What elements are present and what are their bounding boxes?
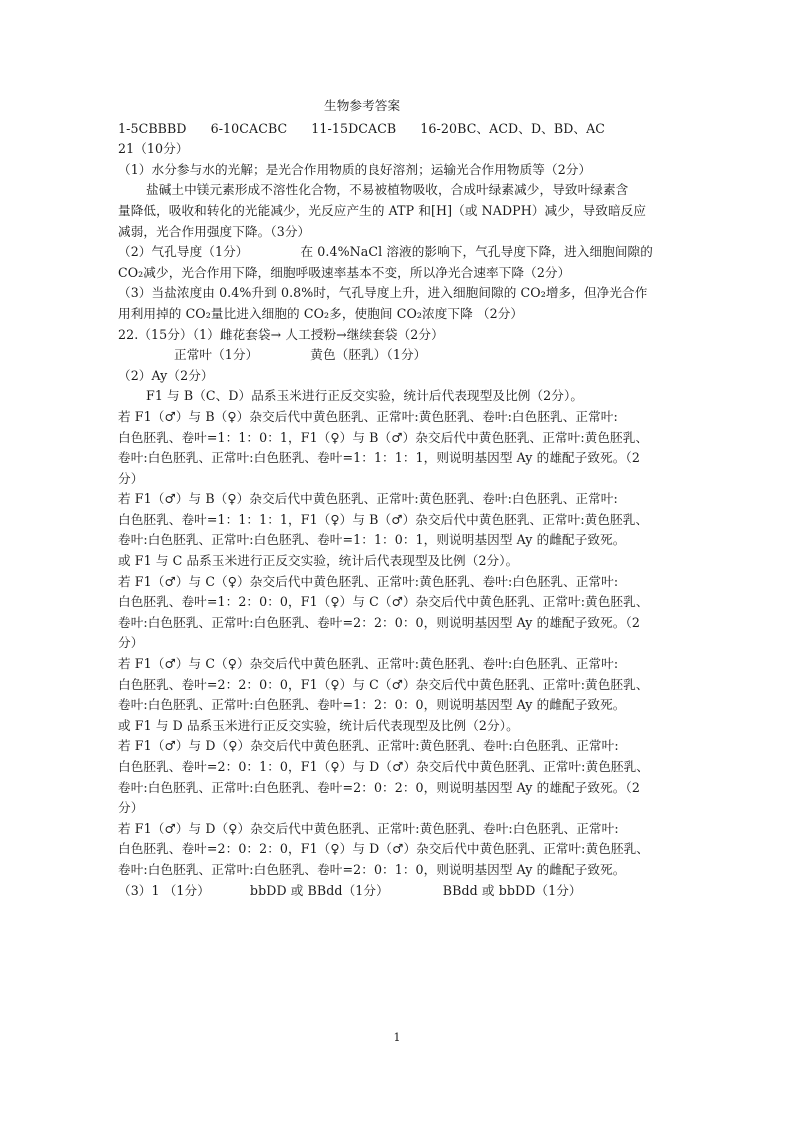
q22-leaf-answer: 正常叶（1分） bbox=[174, 347, 259, 363]
q22-b2-c: 卷叶:白色胚乳、正常叶:白色胚乳、卷叶=1：1：0：1，则说明基因型 Ay 的雌配子致死。 bbox=[118, 532, 626, 548]
q22-d1-a: 若 F1（♂）与 D（♀）杂交后代中黄色胚乳、正常叶:黄色胚乳、卷叶:白色胚乳、正常叶: bbox=[118, 738, 619, 754]
q21-part3-b: 用利用掉的 CO₂量比进入细胞的 CO₂多，使胞间 CO₂浓度下降 （2分） bbox=[118, 305, 524, 321]
q21-part3-a: （3）当盐浓度由 0.4%升到 0.8%时，气孔导度上升，进入细胞间隙的 CO₂增多，但净光合作 bbox=[118, 285, 648, 301]
q22-d1-b: 白色胚乳、卷叶=2：0：1：0，F1（♀）与 D（♂）杂交后代中黄色胚乳、正常叶:黄色胚乳、 bbox=[118, 759, 649, 774]
q22-c2-c: 卷叶:白色胚乳、正常叶:白色胚乳、卷叶=1：2：0：0，则说明基因型 Ay 的雌配子致死。 bbox=[118, 697, 626, 713]
q21-part2-text-b: CO₂减少，光合作用下降，细胞呼吸速率基本不变，所以净光合速率下降（2分） bbox=[118, 264, 571, 280]
q22-method-d: 或 F1 与 D 品系玉米进行正反交实验，统计后代表现型及比例（2分）。 bbox=[118, 717, 519, 733]
mc-answers bbox=[118, 119, 678, 140]
q22-d2-b: 白色胚乳、卷叶=2：0：2：0，F1（♀）与 D（♂）杂交后代中黄色胚乳、正常叶:黄色胚乳、 bbox=[118, 841, 649, 857]
q22-c2-a: 若 F1（♂）与 C（♀）杂交后代中黄色胚乳、正常叶:黄色胚乳、卷叶:白色胚乳、正常叶: bbox=[118, 656, 619, 672]
mc-answer-2: 6-10CACBC bbox=[210, 120, 288, 136]
q22-b1-d: 分） bbox=[118, 470, 144, 486]
q22-part3-answer1: （3）1 （1分） bbox=[118, 882, 210, 898]
page-number: 1 bbox=[393, 1031, 401, 1044]
q22-c1-c: 卷叶:白色胚乳、正常叶:白色胚乳、卷叶=2：2：0：0，则说明基因型 Ay 的雄配子致死。（2 bbox=[118, 614, 640, 630]
q22-d1-c: 卷叶:白色胚乳、正常叶:白色胚乳、卷叶=2：0：2：0，则说明基因型 Ay 的雄配子致死。（2 bbox=[118, 779, 640, 795]
q21-part1-text-c: 减弱，光合作用强度下降。（3分） bbox=[118, 223, 311, 239]
q22-d2-a: 若 F1（♂）与 D（♀）杂交后代中黄色胚乳、正常叶:黄色胚乳、卷叶:白色胚乳、正常叶: bbox=[118, 820, 619, 836]
q22-b1-a: 若 F1（♂）与 B（♀）杂交后代中黄色胚乳、正常叶:黄色胚乳、卷叶:白色胚乳、正常叶: bbox=[118, 408, 618, 424]
q22-c1-b: 白色胚乳、卷叶=1：2：0：0，F1（♀）与 C（♂）杂交后代中黄色胚乳、正常叶:黄色胚乳、 bbox=[118, 594, 649, 610]
q22-b1-c: 卷叶:白色胚乳、正常叶:白色胚乳、卷叶=1：1：1：1，则说明基因型 Ay 的雄配子致死。（2 bbox=[118, 450, 640, 466]
q21-part1-text-a: 盐碱土中镁元素形成不溶性化合物，不易被植物吸收，合成叶绿素减少，导致叶绿素含 bbox=[146, 182, 629, 198]
q22-c2-b: 白色胚乳、卷叶=2：2：0：0，F1（♀）与 C（♂）杂交后代中黄色胚乳、正常叶:黄色胚乳、 bbox=[118, 676, 649, 692]
q22-c1-d: 分） bbox=[118, 635, 144, 651]
q22-part3 bbox=[118, 881, 678, 902]
q21-part2-explain: 在 0.4%NaCl 溶液的影响下，气孔导度下降，进入细胞间隙的 bbox=[300, 244, 653, 260]
mc-answer-3: 11-15DCACB bbox=[311, 120, 397, 136]
q22-method-b: F1 与 B（C、D）品系玉米进行正反交实验，统计后代表现型及比例（2分）。 bbox=[146, 388, 584, 404]
q22-method-c: 或 F1 与 C 品系玉米进行正反交实验，统计后代表现型及比例（2分）。 bbox=[118, 553, 519, 569]
q22-b1-b: 白色胚乳、卷叶=1：1：0：1，F1（♀）与 B（♂）杂交后代中黄色胚乳、正常叶:黄色胚乳、 bbox=[118, 429, 649, 445]
mc-answer-4: 16-20BC、ACD、D、BD、AC bbox=[420, 120, 606, 136]
q22-part3-answer2: bbDD 或 BBdd（1分） bbox=[249, 882, 389, 898]
q22-d2-c: 卷叶:白色胚乳、正常叶:白色胚乳、卷叶=2：0：1：0，则说明基因型 Ay 的雌配子致死。 bbox=[118, 861, 626, 877]
q21-part1-text-b: 量降低，吸收和转化的光能减少，光反应产生的 ATP 和[H]（或 NADPH）减少，导致暗反应 bbox=[118, 202, 647, 218]
q21-part2 bbox=[118, 242, 678, 263]
q22-c1-a: 若 F1（♂）与 C（♀）杂交后代中黄色胚乳、正常叶:黄色胚乳、卷叶:白色胚乳、正常叶: bbox=[118, 573, 619, 589]
page-title: 生物参考答案 bbox=[324, 98, 401, 113]
q22-part1-answers bbox=[118, 345, 678, 366]
q22-b2-a: 若 F1（♂）与 B（♀）杂交后代中黄色胚乳、正常叶:黄色胚乳、卷叶:白色胚乳、正常叶: bbox=[118, 491, 618, 507]
q21-part1: （1）水分参与水的光解；是光合作用物质的良好溶剂；运输光合作用物质等（2分） bbox=[118, 161, 592, 177]
q21-heading: 21（10分） bbox=[118, 141, 189, 157]
q22-part3-answer3: BBdd 或 bbDD（1分） bbox=[442, 882, 582, 898]
q21-part2-answer: （2）气孔导度（1分） bbox=[118, 244, 249, 260]
q22-part2: （2）Ay（2分） bbox=[118, 367, 214, 383]
answer-sheet bbox=[118, 96, 678, 901]
q22-color-answer: 黄色（胚乳）（1分） bbox=[310, 347, 427, 363]
q22-d1-d: 分） bbox=[118, 800, 144, 816]
q22-heading: 22.（15分）（1）雌花套袋→ 人工授粉→继续套袋（2分） bbox=[118, 326, 444, 342]
q22-b2-b: 白色胚乳、卷叶=1：1：1：1，F1（♀）与 B（♂）杂交后代中黄色胚乳、正常叶:黄色胚乳、 bbox=[118, 511, 649, 527]
mc-answer-1: 1-5CBBBD bbox=[118, 120, 187, 136]
